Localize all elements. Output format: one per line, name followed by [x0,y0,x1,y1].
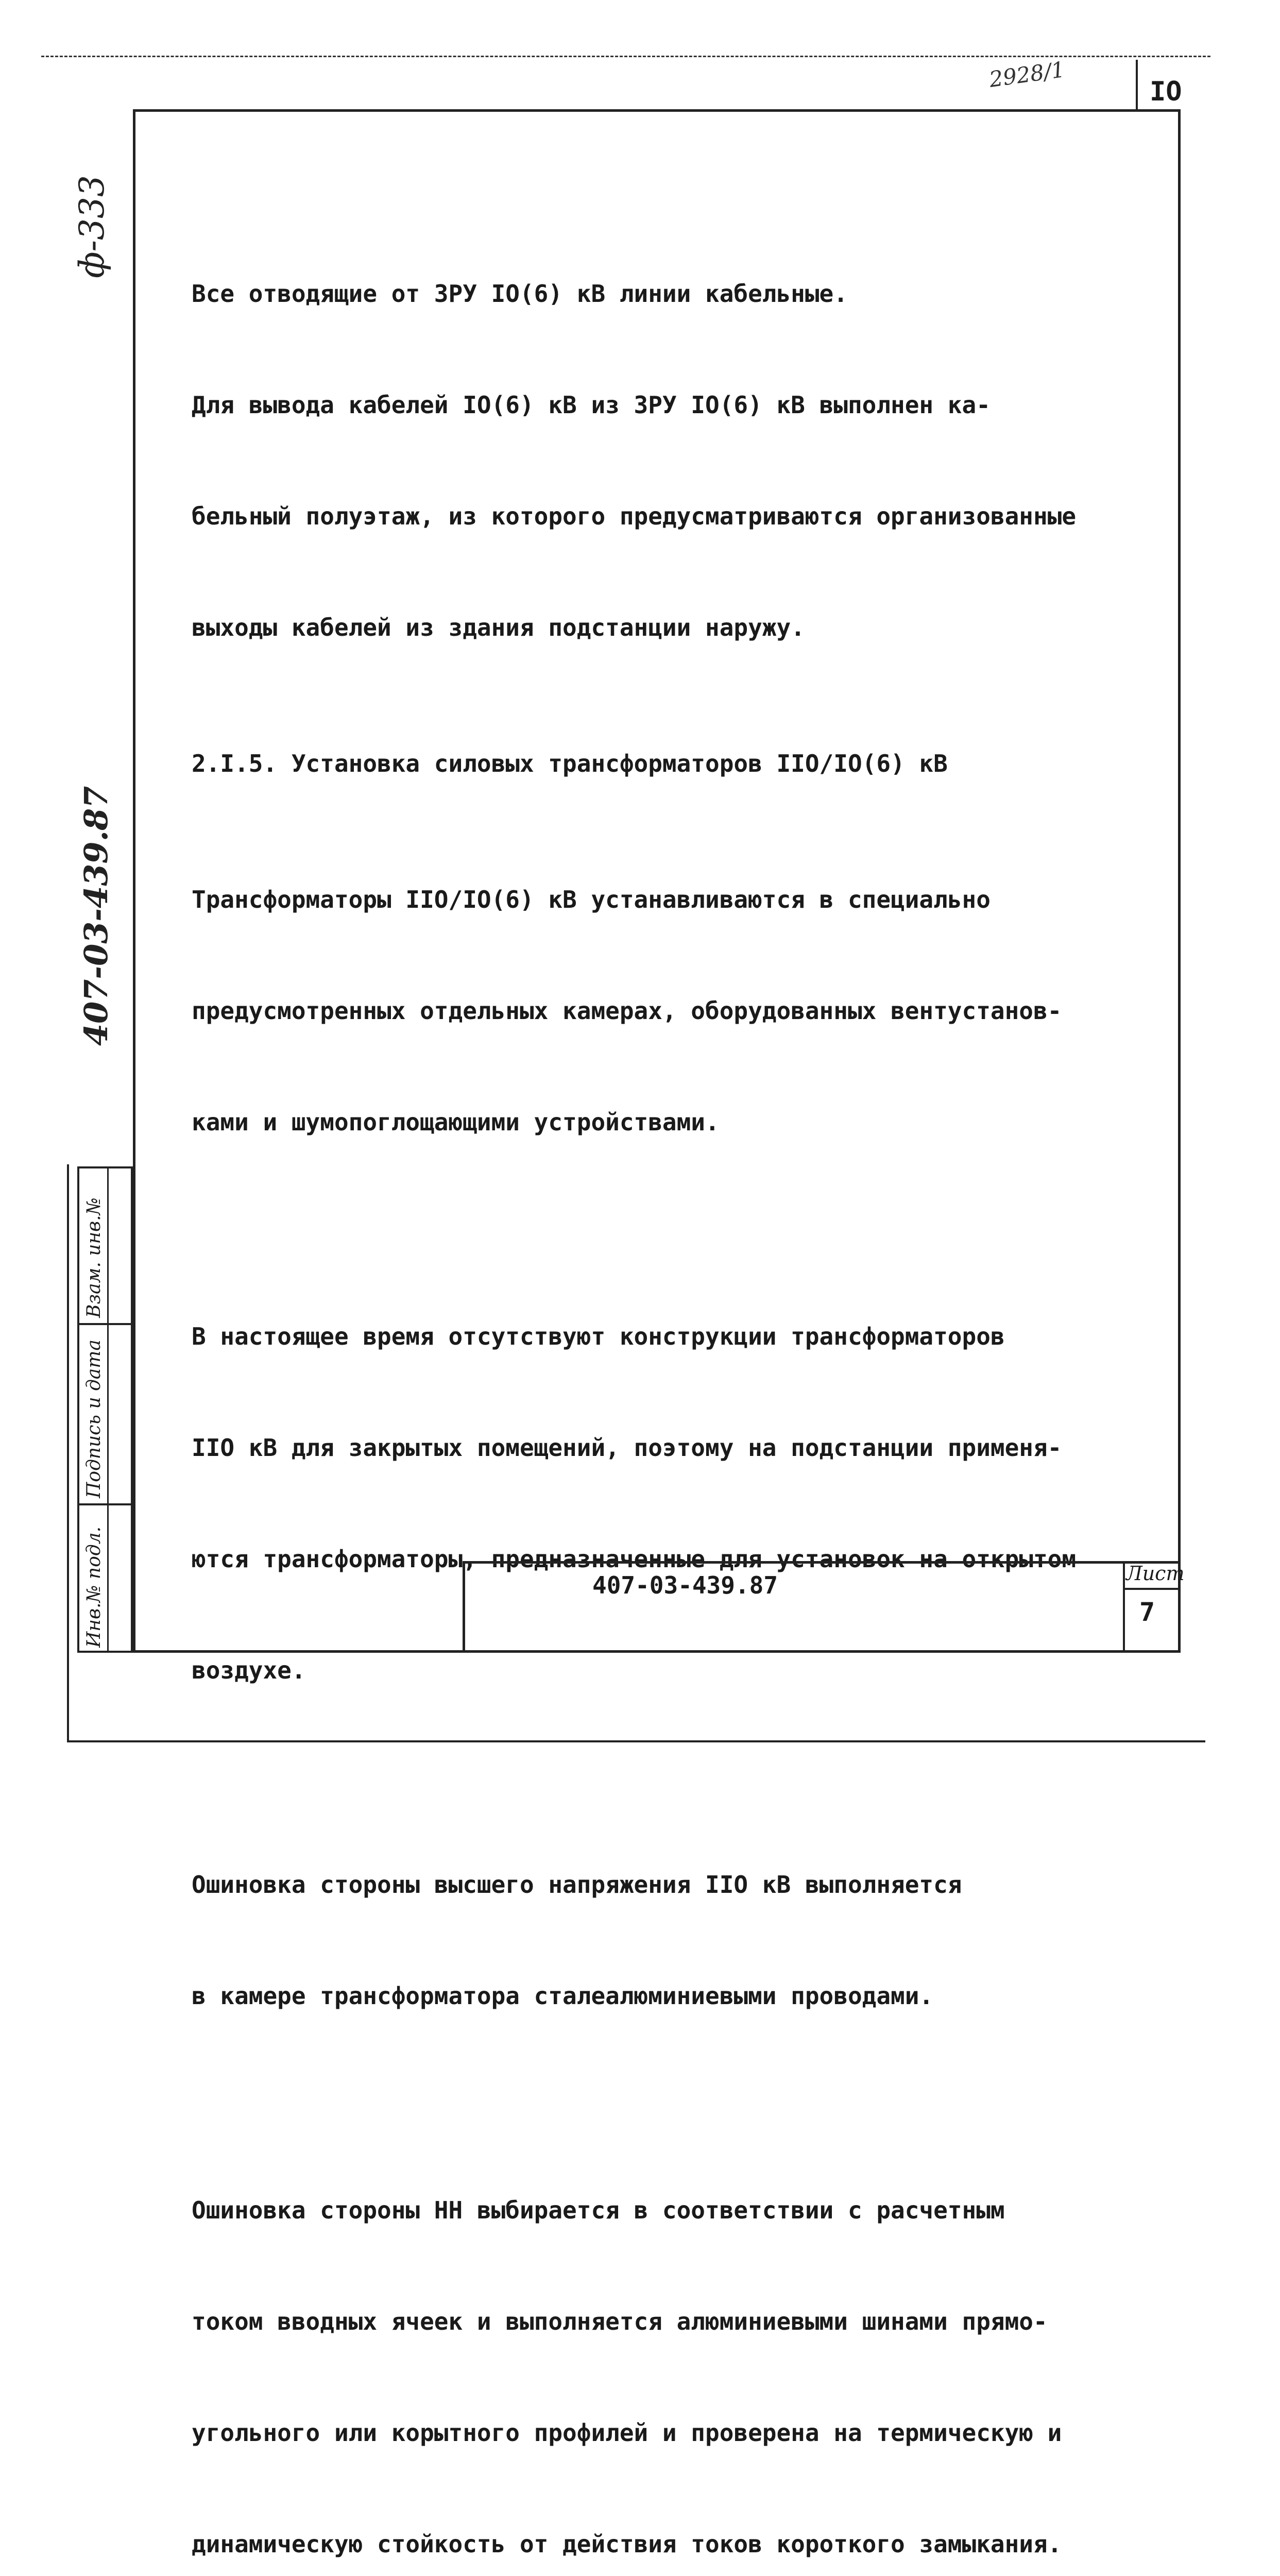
top-rule [41,56,1210,57]
paragraph [192,807,1150,1215]
outer-left-rule [67,1164,69,1741]
stamp-label-replacement: Взам. инв.№ [83,1197,105,1318]
text-line: IIO кВ для закрытых помещений, поэтому на подстанции применя- [192,1434,1062,1462]
sheet-label: Лист [1126,1562,1185,1585]
text-line: ками и шумопоглощающими устройствами. [192,1108,720,1136]
text-line: предусмотренных отдельных камерах, оборудованных вентустанов- [192,997,1062,1025]
sheet-label-divider [1123,1588,1181,1590]
text-line: угольного или корытного профилей и проверена на термическую и [192,2419,1062,2447]
text-line: динамическую стойкость от действия токов короткого замыкания. [192,2530,1062,2558]
text-line: Для вывода кабелей IO(6) кВ из ЗРУ IO(6) кВ выполнен ка- [192,391,991,419]
text-line: В настоящее время отсутствуют конструкции трансформаторов [192,1323,1005,1350]
stamp-divider [107,1168,109,1651]
title-block [463,1561,1181,1653]
text-line: Ошиновка стороны высшего напряжения IIO кВ выполняется [192,1871,962,1899]
sheet-number: 7 [1139,1597,1155,1627]
text-line: Трансформаторы IIO/IO(6) кВ устанавливаются в специально [192,886,991,913]
text-line: Ошиновка стороны НН выбирается в соответствии с расчетным [192,2196,1005,2224]
text-line: выходы кабелей из здания подстанции наружу. [192,614,805,641]
section-heading: 2.I.5. Установка силовых трансформаторов IIO/IO(6) кВ [192,750,948,777]
paragraph [192,201,1150,720]
stamp-label-signature: Подпись и дата [83,1340,105,1498]
stamp-label-inventory: Инв.№ подл. [83,1526,105,1648]
handwritten-note: 2928/1 [987,56,1067,93]
stamp-cell-divider [79,1323,131,1325]
paragraph [192,1244,1150,1763]
page-number: IO [1150,76,1182,107]
body-text [192,201,1150,2576]
paragraph [192,1792,1150,2089]
margin-doc-reference: 407-03-439.87 [77,786,115,1046]
text-line: в камере трансформатора сталеалюминиевыми проводами. [192,1982,934,2010]
document-code: 407-03-439.87 [592,1571,778,1599]
approval-stamp [77,1166,133,1653]
text-line: ются трансформаторы, предназначенные для установок на открытом [192,1545,1077,1573]
text-line: Все отводящие от ЗРУ IO(6) кВ линии кабельные. [192,280,848,308]
paragraph [192,2117,1150,2576]
text-line: воздухе. [192,1656,306,1684]
stamp-cell-divider [79,1503,131,1505]
form-code: ф-333 [72,175,112,278]
text-line: бельный полуэтаж, из которого предусматриваются организованные [192,502,1077,530]
text-line: током вводных ячеек и выполняется алюминиевыми шинами прямо- [192,2308,1048,2335]
